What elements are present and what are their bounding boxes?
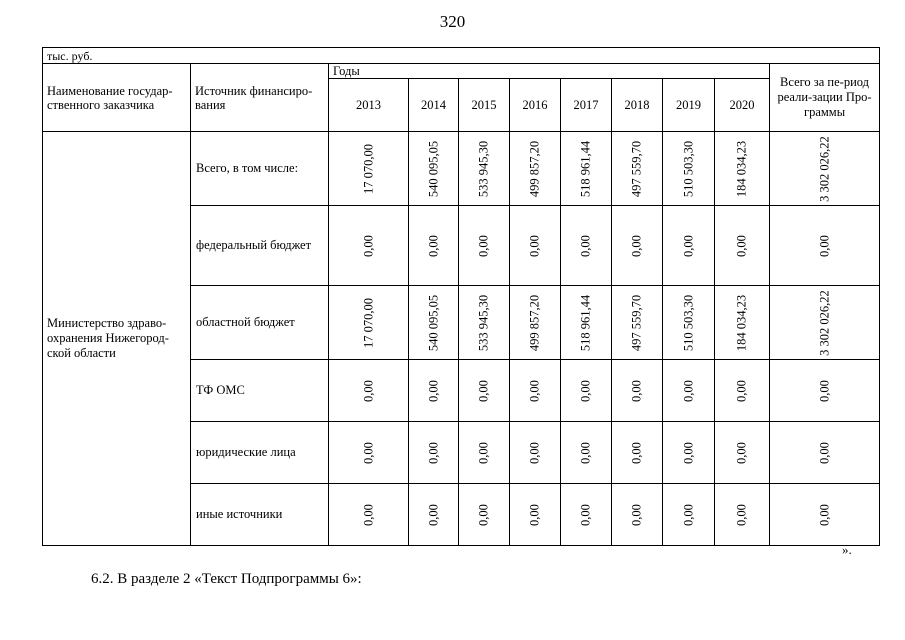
value-text: 533 945,30 [476,294,491,351]
value-text: 0,00 [578,503,593,526]
value-text: 0,00 [629,441,644,464]
header-years-label: Годы [329,64,770,79]
section-heading: 6.2. В разделе 2 «Текст Подпрограммы 6»: [91,571,362,587]
value-text: 0,00 [426,234,440,257]
value-cell [561,360,612,422]
value-cell [510,484,561,546]
value-cell [409,360,459,422]
value-text: 540 095,05 [426,140,440,197]
value-text: 0,00 [426,503,440,526]
header-customer: Наименование государ-ственного заказчика [43,64,191,132]
total-cell [770,206,880,286]
value-text: 0,00 [578,234,593,257]
table-row [43,132,880,206]
value-cell [409,132,459,206]
total-cell [770,132,880,206]
value-cell [459,286,510,360]
value-cell [510,422,561,484]
value-cell [409,484,459,546]
total-text: 0,00 [817,234,832,257]
source-label: юридические лица [191,422,329,484]
page-number: 320 [439,12,466,31]
value-text: 0,00 [578,379,593,402]
value-cell [612,484,663,546]
value-cell [612,422,663,484]
value-text: 0,00 [476,503,491,526]
total-text: 0,00 [817,441,832,464]
total-cell [770,484,880,546]
total-text: 0,00 [817,503,832,526]
header-year-2014: 2014 [409,79,459,132]
closing-quote: ». [842,542,852,557]
value-cell [715,286,770,360]
value-cell [409,286,459,360]
value-cell [561,132,612,206]
value-text: 499 857,20 [527,140,542,197]
value-text: 0,00 [578,441,593,464]
value-cell [409,206,459,286]
source-label: областной бюджет [191,286,329,360]
value-text: 17 070,00 [361,143,375,194]
value-cell [561,286,612,360]
value-cell [561,422,612,484]
value-cell [510,132,561,206]
value-cell [715,422,770,484]
value-cell [409,422,459,484]
header-year-2020: 2020 [715,79,770,132]
value-text: 0,00 [476,234,491,257]
value-cell [715,360,770,422]
value-text: 0,00 [734,379,749,402]
value-text: 0,00 [361,234,375,257]
header-year-2019: 2019 [663,79,715,132]
value-cell [612,360,663,422]
value-text: 0,00 [681,503,695,526]
value-cell [329,422,409,484]
value-text: 0,00 [681,234,695,257]
value-text: 0,00 [629,234,644,257]
value-cell [329,484,409,546]
value-cell [510,360,561,422]
value-cell [663,422,715,484]
value-text: 0,00 [527,234,542,257]
value-cell [663,286,715,360]
value-text: 497 559,70 [629,294,644,351]
value-cell [715,206,770,286]
value-cell [459,206,510,286]
value-text: 0,00 [629,379,644,402]
value-cell [459,422,510,484]
value-text: 0,00 [734,503,749,526]
value-text: 510 503,30 [681,294,695,351]
source-label: ТФ ОМС [191,360,329,422]
value-text: 0,00 [476,379,491,402]
value-text: 510 503,30 [681,140,695,197]
value-text: 533 945,30 [476,140,491,197]
value-text: 518 961,44 [578,140,593,197]
value-text: 0,00 [527,441,542,464]
header-year-2013: 2013 [329,79,409,132]
value-text: 0,00 [361,441,375,464]
header-total: Всего за пе-риод реали-зации Про-граммы [770,64,880,132]
value-cell [329,286,409,360]
header-year-2018: 2018 [612,79,663,132]
total-text: 3 302 026,22 [817,289,832,356]
value-text: 0,00 [426,441,440,464]
header-source: Источник финансиро-вания [191,64,329,132]
value-text: 0,00 [734,441,749,464]
value-cell [612,206,663,286]
value-text: 497 559,70 [629,140,644,197]
total-cell [770,360,880,422]
value-cell [663,484,715,546]
value-cell [329,132,409,206]
value-cell [663,132,715,206]
value-text: 499 857,20 [527,294,542,351]
value-text: 184 034,23 [734,140,749,197]
value-cell [510,206,561,286]
value-cell [612,132,663,206]
value-text: 0,00 [629,503,644,526]
value-text: 0,00 [361,379,375,402]
value-text: 17 070,00 [361,297,375,348]
value-text: 518 961,44 [578,294,593,351]
value-cell [459,484,510,546]
value-text: 0,00 [527,379,542,402]
header-year-2017: 2017 [561,79,612,132]
value-text: 0,00 [476,441,491,464]
value-text: 540 095,05 [426,294,440,351]
value-cell [459,360,510,422]
total-cell [770,422,880,484]
value-text: 0,00 [681,379,695,402]
customer-name: Министерство здраво-охранения Нижегород-ской области [43,132,191,546]
total-text: 3 302 026,22 [817,135,832,202]
financing-table [42,47,880,546]
value-cell [663,206,715,286]
value-cell [663,360,715,422]
total-text: 0,00 [817,379,832,402]
value-text: 0,00 [426,379,440,402]
value-text: 184 034,23 [734,294,749,351]
value-text: 0,00 [361,503,375,526]
value-text: 0,00 [681,441,695,464]
value-cell [561,484,612,546]
source-label: федеральный бюджет [191,206,329,286]
value-cell [329,360,409,422]
value-cell [329,206,409,286]
header-year-2015: 2015 [459,79,510,132]
value-cell [459,132,510,206]
source-label: Всего, в том числе: [191,132,329,206]
source-label: иные источники [191,484,329,546]
value-text: 0,00 [527,503,542,526]
value-cell [715,484,770,546]
value-cell [715,132,770,206]
value-cell [561,206,612,286]
value-text: 0,00 [734,234,749,257]
value-cell [510,286,561,360]
value-cell [612,286,663,360]
unit-label: тыс. руб. [43,48,880,64]
total-cell [770,286,880,360]
header-year-2016: 2016 [510,79,561,132]
